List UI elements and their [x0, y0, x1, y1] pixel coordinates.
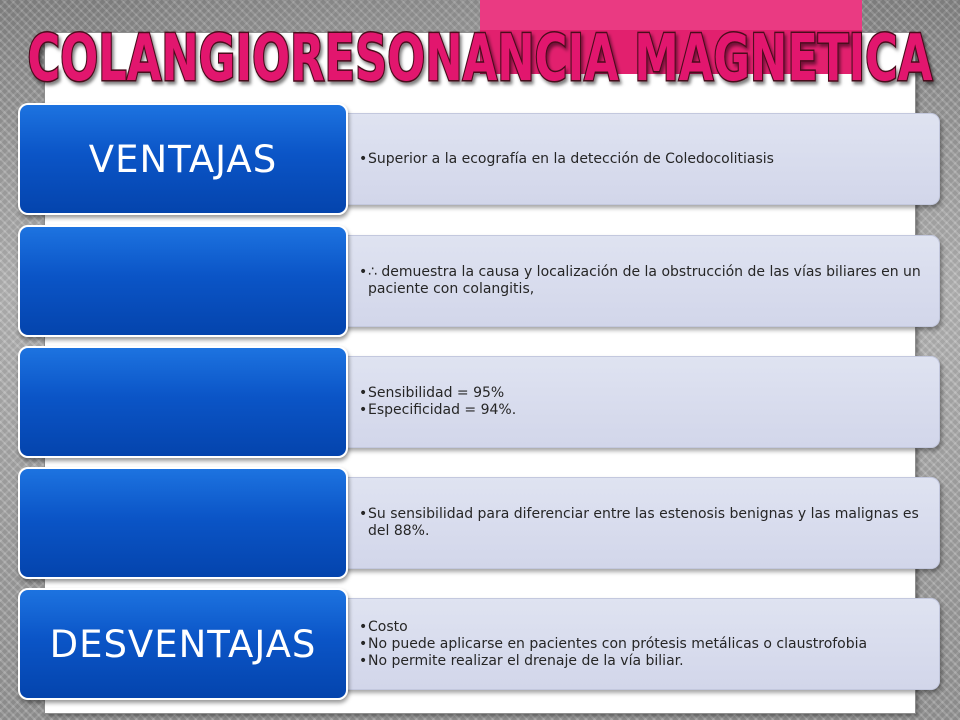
list-row-3: [0, 346, 960, 461]
bullet-item: • No puede aplicarse en pacientes con prótesis metálicas o claustrofobia: [359, 636, 867, 653]
bullet-list-2: [359, 264, 925, 298]
bullet-list-5: [359, 619, 867, 670]
label-box-3: [18, 346, 348, 458]
content-box-4: [310, 477, 940, 569]
bullet-item: • No permite realizar el drenaje de la vía biliar.: [359, 653, 867, 670]
bullet-item: • Costo: [359, 619, 867, 636]
label-box-1: [18, 103, 348, 215]
content-box-2: [310, 235, 940, 327]
label-ventajas: VENTAJAS: [88, 137, 278, 181]
bullet-item: • Especificidad = 94%.: [359, 402, 516, 419]
label-box-5: [18, 588, 348, 700]
bullet-list-1: [359, 151, 774, 168]
bullet-item: • Sensibilidad = 95%: [359, 385, 516, 402]
list-row-1: [0, 103, 960, 218]
list-row-2: [0, 225, 960, 340]
bullet-item: • Superior a la ecografía en la detección de Coledocolitiasis: [359, 151, 774, 168]
content-box-1: [310, 113, 940, 205]
bullet-item: • Su sensibilidad para diferenciar entre las estenosis benignas y las malignas es del 88%.: [359, 506, 925, 540]
content-box-3: [310, 356, 940, 448]
label-box-2: [18, 225, 348, 337]
label-box-4: [18, 467, 348, 579]
label-desventajas: DESVENTAJAS: [49, 622, 317, 666]
slide-title-text: COLANGIORESONANCIA MAGNETICA: [27, 22, 933, 94]
bullet-list-3: [359, 385, 516, 419]
bullet-list-4: [359, 506, 925, 540]
bullet-item: • ∴ demuestra la causa y localización de la obstrucción de las vías biliares en un paciente con colangitis,: [359, 264, 925, 298]
slide-title: [0, 2, 960, 94]
content-box-5: [310, 598, 940, 690]
list-row-4: [0, 467, 960, 582]
list-row-5: [0, 588, 960, 703]
